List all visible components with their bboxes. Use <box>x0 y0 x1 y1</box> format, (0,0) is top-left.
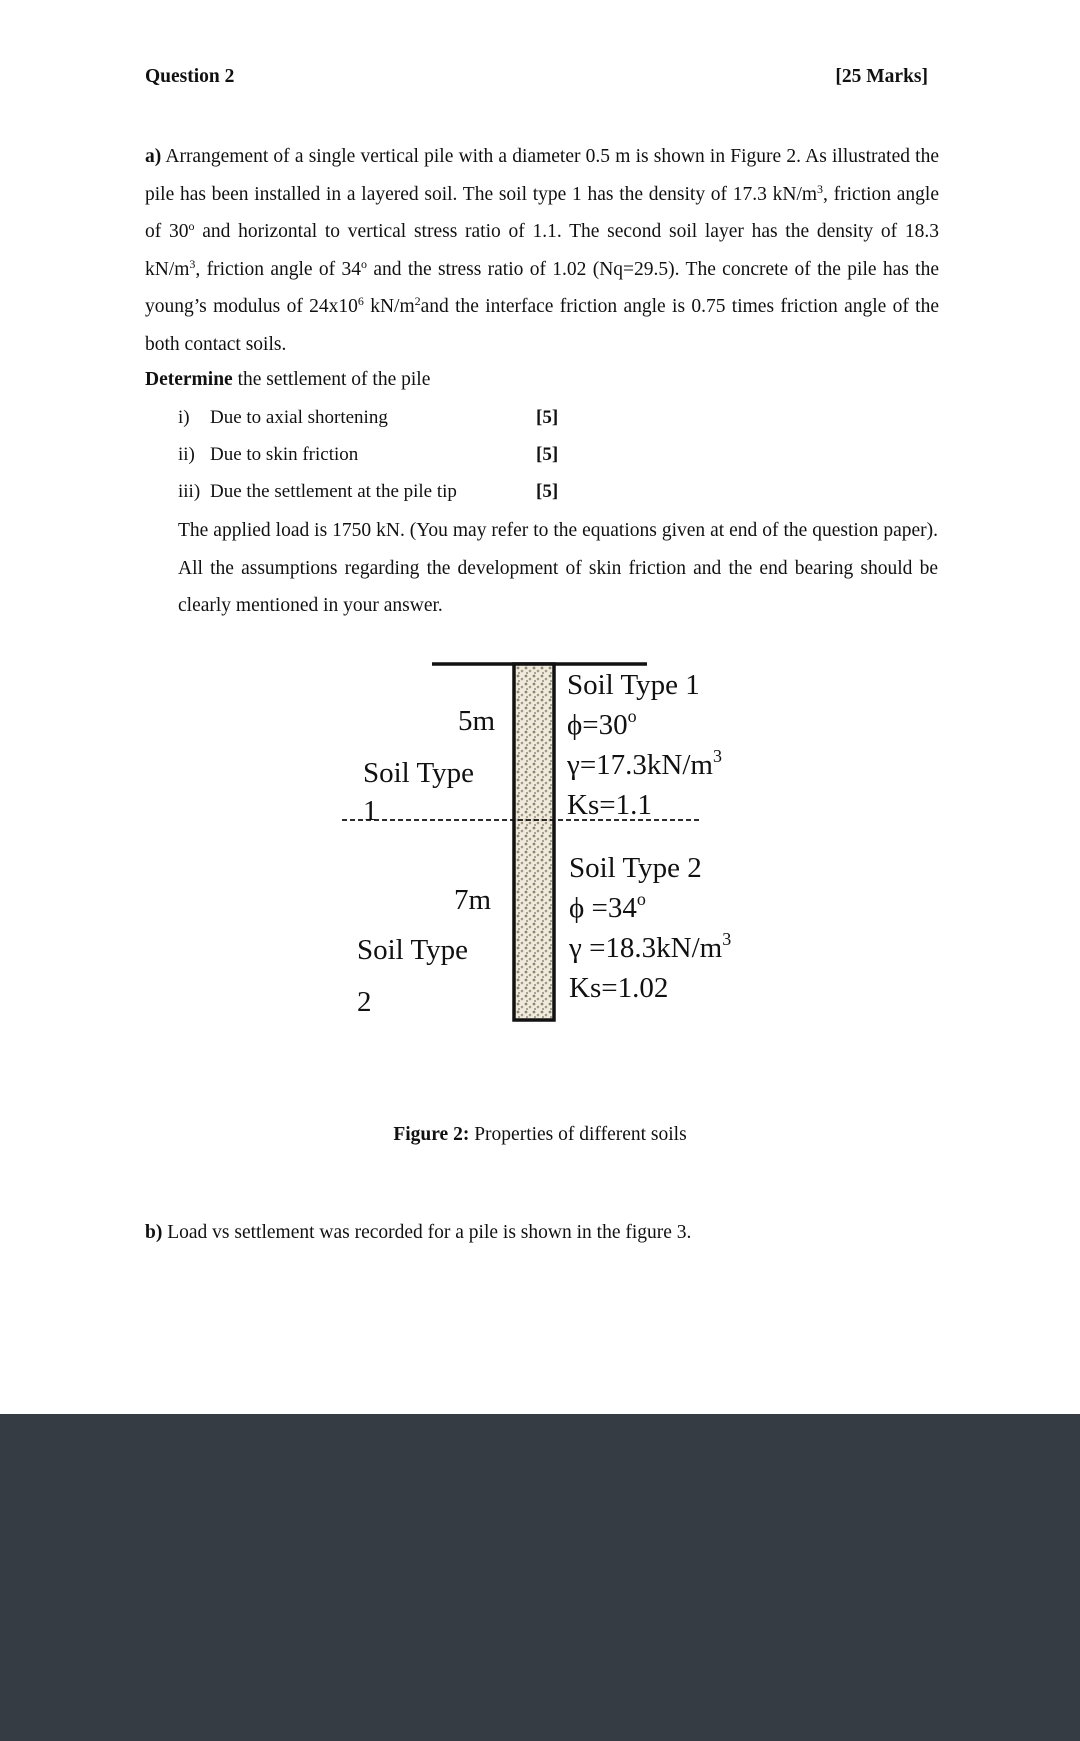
layer-1-phi <box>567 706 637 741</box>
degree-symbol: o <box>188 219 195 233</box>
viewer-footer-bar <box>0 1414 1080 1741</box>
exponent: 3 <box>189 256 196 271</box>
degree-symbol: o <box>361 256 367 271</box>
layer-1-title: Soil Type 1 <box>567 669 700 701</box>
question-title: Question 2 <box>145 66 235 87</box>
layer-2-ks: Ks=1.02 <box>569 972 669 1004</box>
part-a-text-2: , friction angle of 30 <box>145 183 939 242</box>
question-marks: [25 Marks] <box>835 66 928 87</box>
exponent: 3 <box>722 929 732 949</box>
item-text: Due the settlement at the pile tip <box>210 481 457 502</box>
part-a-text-5: and the stress ratio of 1.02 (Nq=29.5). The concrete of the pile has the young’s modulus of 24x10 <box>145 258 939 317</box>
pile-shaft <box>514 664 554 1020</box>
exponent: 3 <box>817 181 824 196</box>
part-b-label: b) <box>145 1222 163 1243</box>
part-a-text-6: kN/m <box>363 296 415 317</box>
determine-text: the settlement of the pile <box>232 369 431 390</box>
soil-type-2-number: 2 <box>357 986 372 1018</box>
figure-caption <box>0 1124 1080 1146</box>
part-a-label: a) <box>145 146 162 167</box>
item-marks: [5] <box>536 444 559 465</box>
item-text: Due to skin friction <box>210 444 359 465</box>
question-header <box>145 66 928 96</box>
gamma-value: γ =18.3kN/m <box>569 932 723 964</box>
gamma-value: γ=17.3kN/m <box>567 749 713 781</box>
soil-type-1-label: Soil Type <box>363 757 475 789</box>
part-b-text: Load vs settlement was recorded for a pile is shown in the figure 3. <box>162 1222 692 1243</box>
depth-label-7m: 7m <box>454 884 492 916</box>
layer-2-gamma <box>569 929 732 964</box>
determine-keyword: Determine <box>145 369 233 390</box>
layer-1-ks: Ks=1.1 <box>567 789 652 821</box>
caption-text: Properties of different soils <box>469 1124 687 1145</box>
soil-type-2-label: Soil Type <box>357 934 469 966</box>
item-number: i) <box>178 407 190 428</box>
determine-line <box>145 361 430 399</box>
pile-diagram <box>340 650 780 1050</box>
exponent: 3 <box>712 746 722 766</box>
part-a-paragraph <box>145 138 939 363</box>
caption-label: Figure 2: <box>393 1124 470 1145</box>
item-marks: [5] <box>536 481 559 502</box>
part-a-text-1: Arrangement of a single vertical pile with a diameter 0.5 m is shown in Figure 2. As illustrated the pile has been installed in a layered soil. The soil type 1 has the density of 17.3 kN/m <box>145 146 939 205</box>
layer-2-title: Soil Type 2 <box>569 852 702 884</box>
part-a-text-7: and the interface friction angle is 0.75 times friction angle of the both contact soils. <box>145 296 939 355</box>
phi-value: ϕ=30 <box>567 709 628 741</box>
exponent: 6 <box>357 294 364 308</box>
depth-label-5m: 5m <box>458 705 496 737</box>
item-number: iii) <box>178 481 201 502</box>
soil-type-1-number: 1 <box>363 795 378 827</box>
exponent: 2 <box>414 294 421 308</box>
degree-symbol: o <box>627 706 637 726</box>
phi-value: ϕ =34 <box>569 892 637 924</box>
part-b-paragraph <box>145 1222 691 1244</box>
pile-figure <box>340 650 780 1050</box>
item-number: ii) <box>178 444 195 465</box>
part-a-text-4: , friction angle of 34 <box>195 258 361 280</box>
part-a-text-3: and horizontal to vertical stress ratio of 1.1. The second soil layer has the density of 18.3 kN/m <box>145 221 939 280</box>
layer-2-phi <box>569 889 646 924</box>
item-text: Due to axial shortening <box>210 407 388 428</box>
load-paragraph: The applied load is 1750 kN. (You may refer to the equations given at end of the question paper). All the assumptions regarding the development of skin friction and the end bearing should be clearly mentioned in your answer. <box>178 520 938 616</box>
layer-1-gamma <box>567 746 722 781</box>
degree-symbol: o <box>636 889 646 909</box>
item-marks: [5] <box>536 407 559 428</box>
